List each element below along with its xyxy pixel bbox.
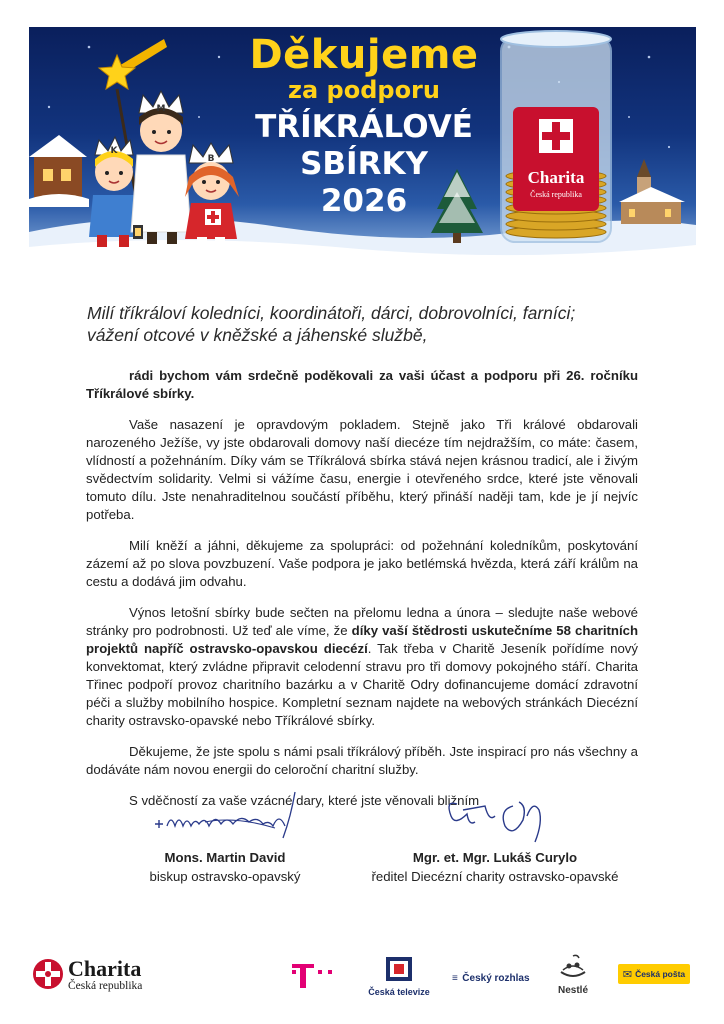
jar-brand: Charita [527,168,585,187]
nestle-logo [552,952,594,996]
banner-line-5: 2026 [320,183,408,219]
charity-jar [501,31,611,242]
telekom-t-icon [292,960,346,990]
paragraph-4-a: Výnos letošní sbírky bude sečten na přelomu ledna a února – sledujte naše webové stránky pro podrobnosti. Už teď ale víme, že [86,605,638,638]
ct-icon [384,956,414,982]
letter-body [86,367,638,823]
nestle-label: Nestlé [557,985,588,996]
paragraph-2: Vaše nasazení je opravdovým pokladem. Stejně jako Tři králové obdarovali narozeného Ježíše, vy jste obdarovali domovy naší diecéze tím nejdražším, co máte: časem, vlídností a požehnáním. Díky vám se Tříkrálová sbírka stává nejen krásnou tradicí, ale i živým svědectvím solidarity. Velmi si vážíme času, energie i otevřeného srdce, které jste věnovali tomuto dílu. Jste nenahraditelnou součástí příběhu, který přináší naději tam, kde je jí nejvíc potřeba. [86,417,638,522]
banner-line-1: Děkujeme [249,32,479,78]
signatory-name-left: Mons. Martin David [164,850,286,865]
paragraph-1-bold: rádi bychom vám srdečně poděkovali za vaši účast a podporu při 26. ročníku Tříkrálové sbírky. [86,368,638,401]
crown-letter-k: K [110,146,118,156]
crown-letter-b: B [207,154,215,164]
telekom-logo [292,960,352,994]
posta-label: Česká pošta [635,969,686,979]
salutation-line-2: vážení otcové v kněžské a jáhenské službě, [87,325,428,345]
salutation [87,302,667,346]
handwritten-signature-right [415,786,575,848]
house-left [29,135,89,207]
banner-line-4: SBÍRKY [300,146,428,182]
ceska-posta-logo [618,964,690,984]
crown-letter-m: M [156,104,166,114]
paragraph-4 [86,604,638,730]
banner-line-3: TŘÍKRÁLOVÉ [255,109,473,145]
closing-line: S vděčností za vaše vzácné dary, které jste věnovali bližním [129,793,480,808]
handwritten-signature-left [145,786,305,848]
rozhlas-label: Český rozhlas [462,973,530,984]
paragraph-5: Děkujeme, že jste spolu s námi psali tříkrálový příběh. Jste inspirací pro nás všechny a dodáváte nám novou energii do celoroční charitní služby. [86,744,638,777]
post-horn-icon: ✉ [622,968,633,981]
ct-label: Česká televize [368,987,430,997]
banner-title [229,33,499,220]
signature-block-left [120,786,330,886]
signatory-role-right: ředitel Diecézní charity ostravsko-opavské [371,869,619,884]
charita-word: Charita [68,956,142,981]
banner-line-2: za podporu [288,76,440,104]
charita-cross-icon [32,958,64,990]
signatory-role-left: biskup ostravsko-opavský [149,869,301,884]
jar-sub: Česká republika [530,190,582,199]
nestle-nest-icon [555,952,591,980]
salutation-line-1: Milí tříkráloví koledníci, koordinátoři, dárci, dobrovolníci, farníci; [87,303,576,323]
paragraph-4-b: . Tak třeba v Charitě Jeseník pořídíme nový konvektomat, který zvládne připravit celodenní stravu pro tři domovy pokojného stáří. Charita Třinec podpoří provoz charitního bazárku a v Charitě Odry dofinancujeme domácí zdravotní péči a služby mobilního hospice. Kompletní seznam najdete na webových stránkách Diecézní charity ostravsko-opavské nebo Tříkrálové sbírky. [86,641,638,728]
paragraph-4-bold: díky vaší štědrosti uskutečníme 58 charitních projektů napříč ostravsko-opavskou diecézí [86,623,639,656]
header-banner [29,27,696,263]
ceska-televize-logo [368,956,430,997]
paragraph-3: Milí kněží a jáhni, děkujeme za spolupráci: od požehnání koledníkům, poskytování zázemí až po slova povzbuzení. Vaše podpora je jako betlémská hvězda, která září králům na cestu a dodává jim odvahu. [86,538,638,589]
charita-subtitle: Česká republika [68,980,143,992]
rozhlas-mark-icon: ≡ [452,973,458,984]
signature-block-right [360,786,630,886]
paragraph-1 [86,367,638,403]
church-right [619,159,685,224]
signatory-name-right: Mgr. et. Mgr. Lukáš Curylo [412,850,578,865]
cesky-rozhlas-logo [452,968,532,986]
sponsor-footer [0,948,724,1008]
